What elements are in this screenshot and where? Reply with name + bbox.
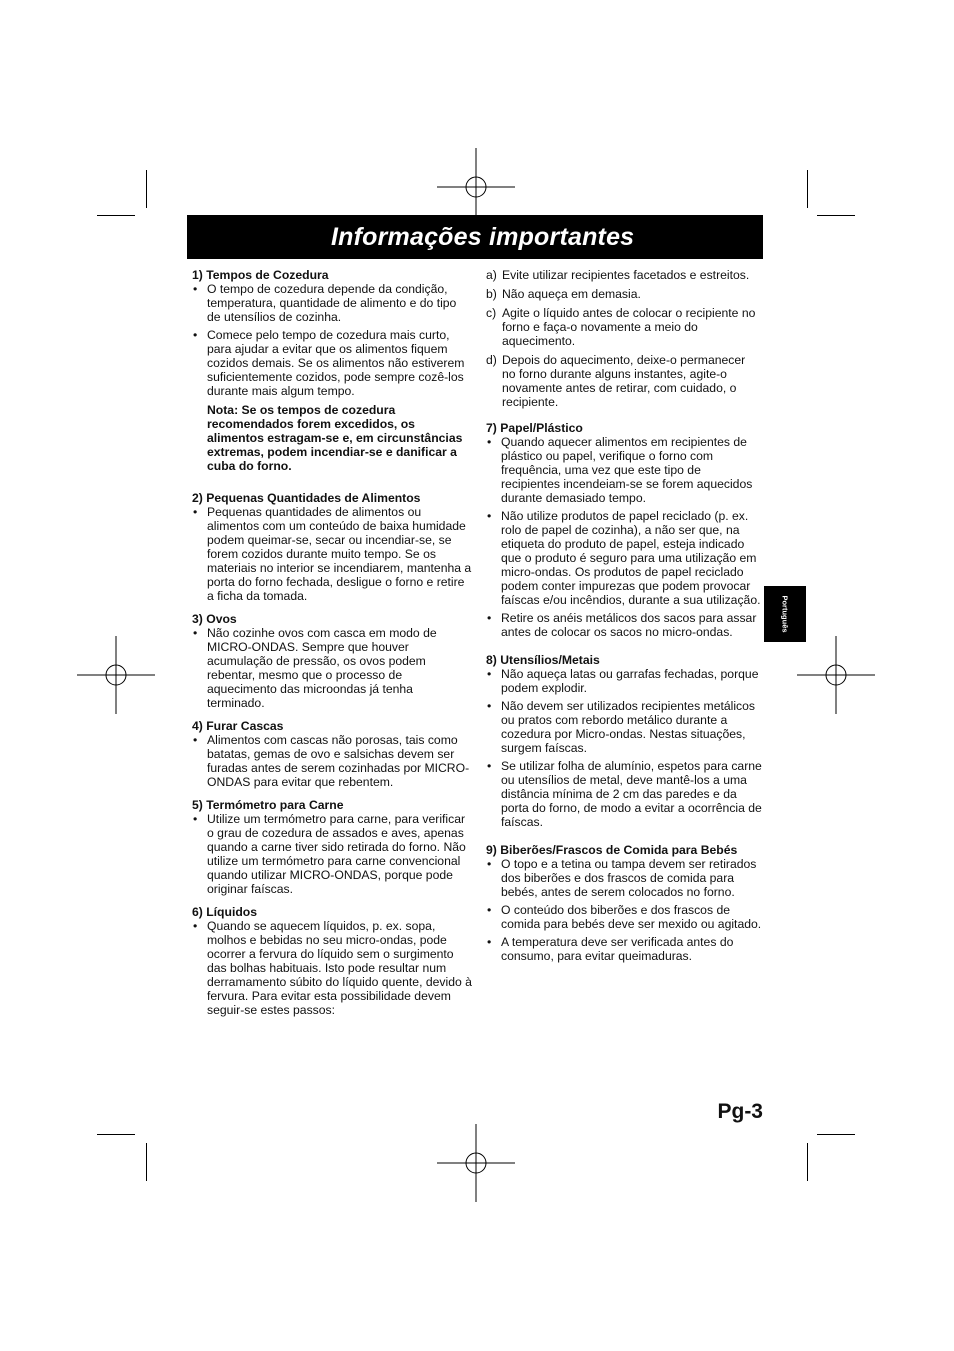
section-eggs bbox=[192, 612, 472, 710]
bullet-item: • Retire os anéis metálicos dos sacos para assar antes de colocar os sacos no micro-ondas. bbox=[486, 611, 762, 639]
step-text: Não aqueça em demasia. bbox=[502, 287, 641, 301]
step-label: b) bbox=[486, 287, 497, 301]
step-item bbox=[486, 306, 762, 348]
crop-mark bbox=[146, 170, 147, 208]
bullet-item: • A temperatura deve ser verificada antes do consumo, para evitar queimaduras. bbox=[486, 935, 762, 963]
registration-mark-icon bbox=[797, 636, 875, 714]
crop-mark bbox=[807, 170, 808, 208]
bullet-item: • Não devem ser utilizados recipientes metálicos ou pratos com rebordo metálico durante a cozedura por Micro-ondas. Nestas situações, surgem faíscas. bbox=[486, 699, 762, 755]
registration-mark-icon bbox=[77, 636, 155, 714]
section-meat-thermometer bbox=[192, 798, 472, 896]
bullet-item: • Alimentos com cascas não porosas, tais como batatas, gemas de ovo e salsichas devem ser furadas antes de serem cozinhadas por MICRO-ONDAS para evitar que rebentem. bbox=[192, 733, 472, 789]
section-title: 2) Pequenas Quantidades de Alimentos bbox=[192, 491, 421, 505]
section-title: 8) Utensílios/Metais bbox=[486, 653, 600, 667]
bullet-item: • O topo e a tetina ou tampa devem ser retirados dos biberões e dos frascos de comida para bebés, antes de serem colocados no forno. bbox=[486, 857, 762, 899]
bullet-item: • Não utilize produtos de papel reciclado (p. ex. rolo de papel de cozinha), a não ser que, na etiqueta do produto de papel, esteja indicado que o produto é seguro para uma utilização em micro-ondas. Os produtos de papel reciclado podem conter impurezas que podem provocar faíscas e/ou incêndios, durante a sua utilização. bbox=[486, 509, 762, 607]
bullet-item: • O conteúdo dos biberões e dos frascos de comida para bebés deve ser mexido ou agitado. bbox=[486, 903, 762, 931]
step-item bbox=[486, 287, 762, 301]
crop-mark bbox=[807, 1143, 808, 1181]
step-label: c) bbox=[486, 306, 497, 320]
bullet-item: • Não aqueça latas ou garrafas fechadas, porque podem explodir. bbox=[486, 667, 762, 695]
section-title: 1) Tempos de Cozedura bbox=[192, 268, 329, 282]
section-title: 5) Termómetro para Carne bbox=[192, 798, 344, 812]
bullet-item: • Quando aquecer alimentos em recipientes de plástico ou papel, verifique o forno com frequência, uma vez que este tipo de recipientes incendeiam-se se forem aquecidos durante demasiado tempo. bbox=[486, 435, 762, 505]
bullet-item: • Se utilizar folha de alumínio, espetos para carne ou utensílios de metal, deve mantê-los a uma distância mínima de 2 cm das paredes e da porta do forno, de modo a evitar a ocorrência de faíscas. bbox=[486, 759, 762, 829]
page-title: Informações importantes bbox=[187, 215, 763, 259]
crop-mark bbox=[97, 1134, 135, 1135]
section-paper-plastic bbox=[486, 421, 762, 639]
section-title: 7) Papel/Plástico bbox=[486, 421, 583, 435]
section-metal-utensils bbox=[486, 653, 762, 829]
liquid-steps-list bbox=[486, 268, 762, 409]
step-label: a) bbox=[486, 268, 497, 282]
left-column bbox=[192, 268, 472, 1026]
bullet-item: • O tempo de cozedura depende da condição, temperatura, quantidade de alimento e do tipo de utensílios de cozinha. bbox=[192, 282, 472, 324]
bullet-item: • Não cozinhe ovos com casca em modo de MICRO-ONDAS. Sempre que houver acumulação de pressão, os ovos podem rebentar, mesmo que o processo de aquecimento das microondas já tenha terminado. bbox=[192, 626, 472, 710]
bullet-item: • Pequenas quantidades de alimentos ou alimentos com um conteúdo de baixa humidade podem queimar-se, secar ou incendiar-se, se forem cozidos durante muito tempo. Se os materiais no interior se incendiarem, mantenha a porta do forno fechada, desligue o forno e retire a ficha da tomada. bbox=[192, 505, 472, 603]
section-title: 3) Ovos bbox=[192, 612, 237, 626]
crop-mark bbox=[817, 1134, 855, 1135]
section-cooking-times bbox=[192, 268, 472, 473]
step-text: Depois do aquecimento, deixe-o permanecer no forno durante alguns instantes, agite-o novamente antes de retirar, com cuidado, o recipiente. bbox=[502, 353, 746, 409]
right-column bbox=[486, 268, 762, 972]
step-text: Evite utilizar recipientes facetados e estreitos. bbox=[502, 268, 750, 282]
step-label: d) bbox=[486, 353, 497, 367]
warning-note: Nota: Se os tempos de cozedura recomendados forem excedidos, os alimentos estragam-se e, em circunstâncias extremas, podem incendiar-se e danificar a cuba do forno. bbox=[207, 403, 463, 473]
section-baby-bottles bbox=[486, 843, 762, 963]
language-tab-label: Português bbox=[780, 595, 790, 633]
crop-mark bbox=[817, 215, 855, 216]
page-number: Pg-3 bbox=[717, 1100, 763, 1123]
registration-mark-icon bbox=[437, 1124, 515, 1202]
step-text: Agite o líquido antes de colocar o recipiente no forno e faça-o novamente a meio do aquecimento. bbox=[502, 306, 756, 348]
bullet-item: • Utilize um termómetro para carne, para verificar o grau de cozedura de assados e aves, apenas quando a carne tiver sido retirada do forno. Não utilize um termómetro para carne convencional quando utilizar MICRO-ONDAS, porque pode originar faíscas. bbox=[192, 812, 472, 896]
section-small-quantities bbox=[192, 491, 472, 603]
section-piercing-skins bbox=[192, 719, 472, 789]
section-liquids bbox=[192, 905, 472, 1017]
bullet-item: • Comece pelo tempo de cozedura mais curto, para ajudar a evitar que os alimentos fiquem cozidos demais. Se os alimentos não estiverem suficientemente cozidos, pode sempre cozê-los durante mais algum tempo. bbox=[192, 328, 472, 398]
language-tab bbox=[764, 586, 806, 642]
crop-mark bbox=[97, 215, 135, 216]
step-item bbox=[486, 268, 762, 282]
step-item bbox=[486, 353, 762, 409]
section-title: 4) Furar Cascas bbox=[192, 719, 284, 733]
crop-mark bbox=[146, 1143, 147, 1181]
section-title: 6) Líquidos bbox=[192, 905, 257, 919]
section-title: 9) Biberões/Frascos de Comida para Bebés bbox=[486, 843, 738, 857]
bullet-item: • Quando se aquecem líquidos, p. ex. sopa, molhos e bebidas no seu micro-ondas, pode ocorrer a fervura do líquido sem o surgimento das bolhas habituais. Isto pode resultar num derramamento súbito do líquido quente, devido à fervura. Para evitar esta possibilidade devem seguir-se estes passos: bbox=[192, 919, 472, 1017]
